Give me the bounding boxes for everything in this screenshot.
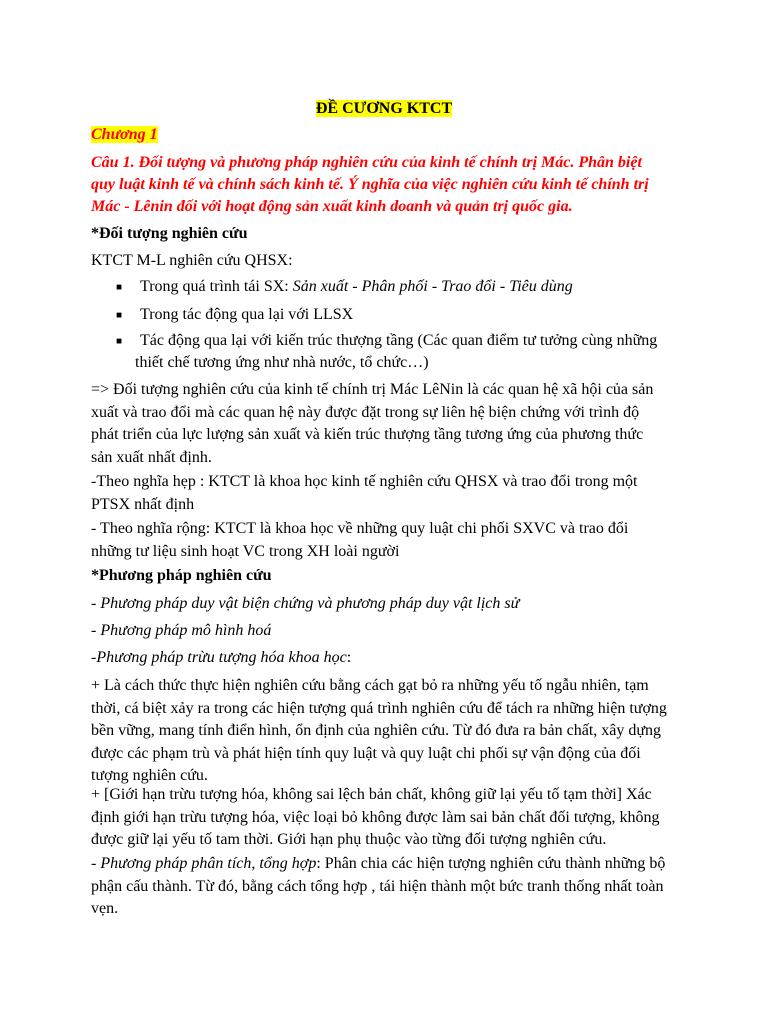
paragraph-line: xuất và trao đổi mà các quan hệ này được đặt trong sự liên hệ biện chứng với trình độ: [91, 403, 640, 421]
analysis-emphasis: - Phương pháp phân tích, tổng hợp: [91, 855, 317, 872]
paragraph-line: [91, 853, 686, 876]
chapter-heading-text: Chương 1: [91, 126, 158, 143]
paragraph-line: phát triển của lực lượng sản xuất và kiến trúc thượng tầng tương ứng của phương thức: [91, 426, 644, 443]
bullet-icon: ■: [116, 336, 123, 347]
paragraph-line: PTSX nhất định: [91, 495, 195, 513]
bullet-item: Tác động qua lại với kiến trúc thượng tầng (Các quan điểm tư tưởng cùng những: [140, 332, 658, 349]
conclusion-paragraph: [91, 379, 686, 469]
bullet-item: Trong tác động qua lại với LLSX: [140, 306, 354, 323]
paragraph-line: vẹn.: [91, 900, 119, 917]
bullet-item-prefix: Trong quá trình tái SX:: [140, 278, 293, 295]
paragraph-line: được các phạm trù và phát hiện tính quy luật và quy luật chi phối sự vận động của đối: [91, 744, 641, 762]
bullet-icon: ■: [116, 282, 123, 293]
paragraph-line: những tư liệu sinh hoạt VC trong XH loài người: [91, 542, 400, 560]
section-heading-method: *Phương pháp nghiên cứu: [91, 567, 272, 584]
analysis-rest: : Phân chia các hiện tượng nghiên cứu thành những bộ: [316, 855, 666, 872]
chapter-heading: [91, 126, 158, 144]
bullet-item-continuation: thiết chế tương ứng như nhà nước, tổ chức…): [135, 354, 429, 371]
paragraph-line: + Là cách thức thực hiện nghiên cứu bằng cách gạt bỏ ra những yếu tố ngẫu nhiên, tạm: [91, 677, 649, 694]
paragraph-line: định giới hạn trừu tượng hóa, việc loại bỏ không được làm sai bản chất đối tượng, không: [91, 808, 660, 826]
question-1-line: Mác - Lênin đối với hoạt động sản xuất kinh doanh và quản trị quốc gia.: [91, 198, 573, 215]
paragraph-line: + [Giới hạn trừu tượng hóa, không sai lệch bản chất, không giữ lại yếu tố tạm thời] Xác: [91, 786, 652, 803]
broad-definition: [91, 518, 686, 563]
intro-line: KTCT M-L nghiên cứu QHSX:: [91, 252, 293, 269]
analysis-paragraph: [91, 853, 686, 921]
question-1-line: quy luật kinh tế và chính sách kinh tế. Ý nghĩa của việc nghiên cứu kinh tế chính trị: [91, 176, 649, 193]
document-title-text: ĐỀ CƯƠNG KTCT: [315, 100, 453, 117]
bullet-item: [140, 278, 573, 296]
paragraph-line: - Theo nghĩa rộng: KTCT là khoa học về những quy luật chi phối SXVC và trao đổi: [91, 520, 629, 537]
paragraph-line: tượng nghiên cứu.: [91, 767, 208, 784]
paragraph-line: -Theo nghĩa hẹp : KTCT là khoa học kinh tế nghiên cứu QHSX và trao đổi trong một: [91, 473, 638, 490]
limit-paragraph: [91, 784, 686, 852]
paragraph-line: sản xuất nhất định.: [91, 448, 212, 466]
method-item: - Phương pháp mô hình hoá: [91, 622, 272, 639]
paragraph-line: được giữ lại yếu tố tam thời. Giới hạn phụ thuộc vào từng đối tượng nghiên cứu.: [91, 831, 607, 848]
method-item-emphasis: -Phương pháp trừu tượng hóa khoa học: [91, 649, 347, 666]
document-title: [0, 100, 768, 118]
question-1-line: Câu 1. Đối tượng và phương pháp nghiên cứu của kinh tế chính trị Mác. Phân biệt: [91, 154, 642, 171]
section-heading-object: *Đối tượng nghiên cứu: [91, 225, 248, 242]
paragraph-line: bền vững, mang tính điển hình, ổn định của nghiên cứu. Từ đó đưa ra bản chất, xây dựng: [91, 722, 662, 739]
bullet-icon: ■: [116, 310, 123, 321]
paragraph-line: phận cấu thành. Từ đó, bằng cách tổng hợp , tái hiện thành một bức tranh thống nhất toàn: [91, 877, 664, 895]
method-item: - Phương pháp duy vật biện chứng và phương pháp duy vật lịch sử: [91, 595, 520, 612]
method-item: [91, 649, 351, 667]
abstraction-paragraph: [91, 675, 686, 788]
method-item-colon: :: [346, 649, 352, 666]
question-1: [91, 152, 671, 218]
paragraph-line: => Đối tượng nghiên cứu của kinh tế chính trị Mác LêNin là các quan hệ xã hội của sản: [91, 381, 654, 398]
bullet-item-emphasis: Sản xuất - Phân phối - Trao đổi - Tiêu dùng: [292, 278, 573, 295]
paragraph-line: thời, cá biệt xảy ra trong các hiện tượng quá trình nghiên cứu để tách ra những hiện tượng: [91, 699, 667, 717]
narrow-definition: [91, 471, 686, 516]
